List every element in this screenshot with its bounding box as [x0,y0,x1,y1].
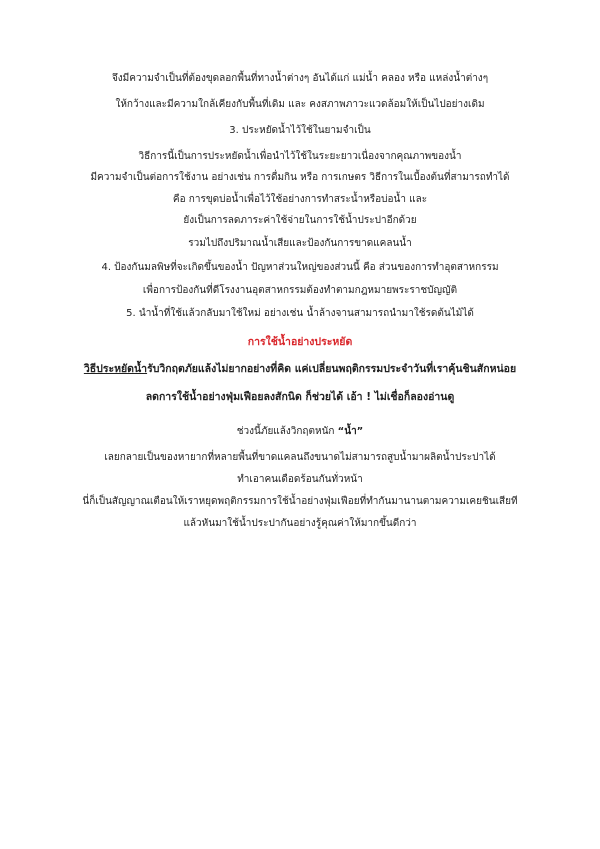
text-line: คือ การขุดบ่อน้ำเพื่อไว้ใช้อย่างการทำสระน้ำหรือบ่อน้ำ และ [172,194,428,205]
body-line: ทำเอาคนเดือดร้อนกันทั่วหน้า [237,474,363,485]
text-line: มีความจำเป็นต่อการใช้งาน อย่างเช่น การดื่มกิน หรือ การเกษตร วิธีการในเบื้องต้นที่สามารถทำได้ [90,172,510,183]
text-line: วิธีการนี้เป็นการประหยัดน้ำเพื่อนำไว้ใช้ในระยะยาวเนื่องจากคุณภาพของน้ำ [138,151,462,162]
body-line: แล้วหันมาใช้น้ำประปากันอย่างรู้คุณค่าให้มากขึ้นดีกว่า [183,518,417,529]
intro-line-2: ลดการใช้น้ำอย่างฟุ่มเฟือยลงสักนิด ก็ช่วยได้ เอ้า ! ไม่เชื่อก็ลองอ่านดู [145,391,455,403]
text-line: รวมไปถึงปริมาณน้ำเสียและป้องกันการขาดแคลนน้ำ [188,238,412,249]
intro-text: รับวิกฤตภัยแล้งไม่ยากอย่างที่คิด แค่เปลี่ยนพฤติกรรมประจำวันที่เราคุ้นชินสักหน่อย [147,363,517,375]
section-heading: การใช้น้ำอย่างประหยัด [247,336,353,348]
list-item-5: 5. นำน้ำที่ใช้แล้วกลับมาใช้ใหม่ อย่างเช่น น้ำล้างจานสามารถนำมาใช้รดต้นไม้ได้ [126,308,474,319]
intro-underlined-phrase: วิธีประหยัดน้ำ [83,363,148,375]
list-item-3: 3. ประหยัดน้ำไว้ใช้ในยามจำเป็น [229,125,371,136]
body-bold-word: “น้ำ” [337,426,364,437]
body-line: เลยกลายเป็นของหายากที่หลายพื้นที่ขาดแคลนถึงขนาดไม่สามารถสูบน้ำมาผลิตน้ำประปาได้ [104,452,496,463]
body-line-1 [0,425,600,439]
text-line: ยังเป็นการลดภาระค่าใช้จ่ายในการใช้น้ำประปาอีกด้วย [183,215,417,226]
text-line: ให้กว้างและมีความใกล้เคียงกับพื้นที่เดิม และ คงสภาพภาวะแวดล้อมให้เป็นไปอย่างเดิม [115,99,485,110]
intro-line-1 [0,362,600,376]
list-item-4: 4. ป้องกันมลพิษที่จะเกิดขึ้นของน้ำ ปัญหาส่วนใหญ่ของส่วนนี้ คือ ส่วนของการทำอุตสาหกรรม [101,262,499,273]
body-text: ช่วงนี้ภัยแล้งวิกฤตหนัก [236,426,338,437]
text-line: เพื่อการป้องกันที่ดีโรงงานอุตสาหกรรมต้องทำตามกฎหมายพระราชบัญญัติ [142,285,458,296]
text-line: จึงมีความจำเป็นที่ต้องขุดลอกพื้นที่ทางน้ำต่างๆ อันได้แก่ แม่น้ำ คลอง หรือ แหล่งน้ำต่างๆ [111,73,489,84]
body-line: นี่ก็เป็นสัญญาณเตือนให้เราหยุดพฤติกรรมการใช้น้ำอย่างฟุ่มเฟือยที่ทำกันมานานตามความเคยชินเสียที [82,496,518,507]
